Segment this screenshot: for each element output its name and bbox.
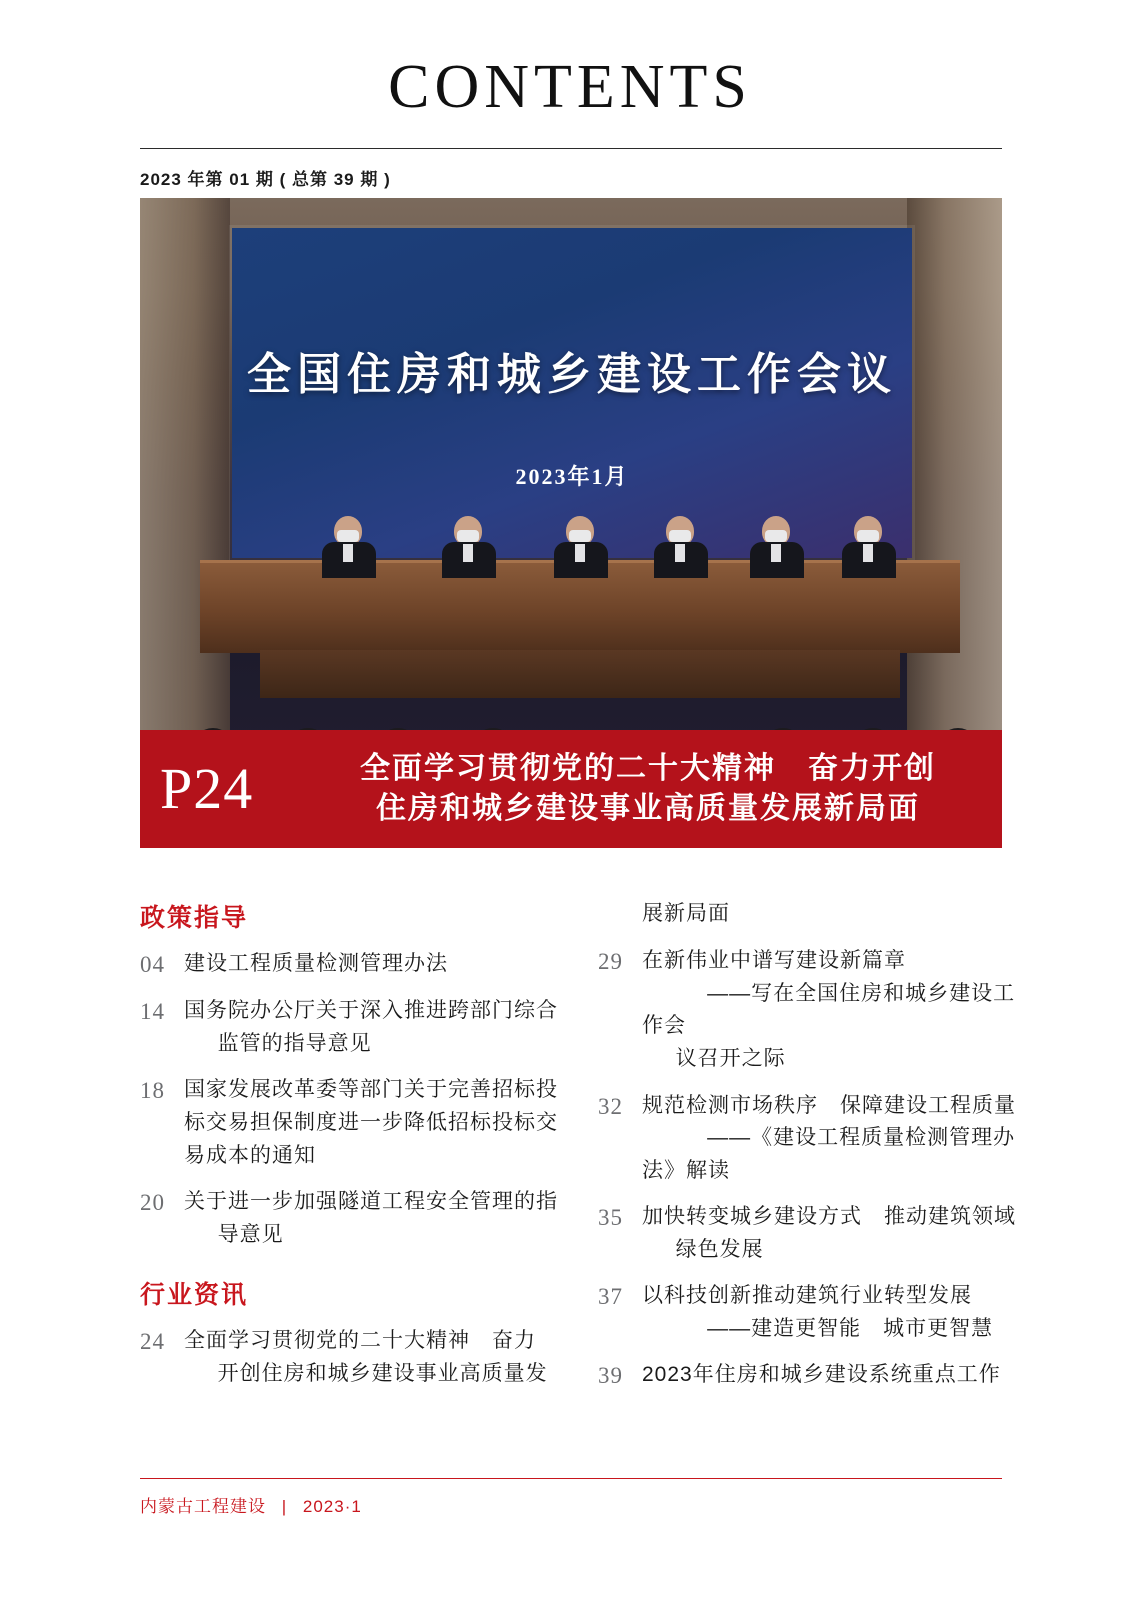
toc-line: 以科技创新推动建筑行业转型发展	[642, 1284, 972, 1308]
panelist	[840, 516, 898, 574]
face-mask-icon	[669, 530, 691, 542]
toc-line: 国务院办公厅关于深入推进跨部门综合	[184, 999, 558, 1023]
toc-entry-title	[184, 1325, 548, 1390]
toc-page-number: 20	[140, 1190, 165, 1216]
toc-line: 导意见	[217, 1222, 284, 1246]
face-mask-icon	[857, 530, 879, 542]
footer	[140, 1492, 362, 1517]
toc-line: 在新伟业中谱写建设新篇章	[642, 949, 906, 973]
toc-entry-title	[642, 1280, 993, 1345]
toc-entry[interactable]	[598, 945, 1018, 1075]
cover-banner	[140, 730, 1002, 848]
toc-page-number: 35	[598, 1205, 623, 1231]
toc-line: 展新局面	[642, 902, 730, 925]
toc-entry-continuation[interactable]	[598, 898, 1018, 931]
cover-banner-text	[310, 749, 1002, 830]
panelist-shirt	[343, 544, 353, 562]
toc-line: ——写在全国住房和城乡建设工作会	[642, 981, 1016, 1038]
masthead	[0, 53, 1140, 121]
page-title: CONTENTS	[388, 53, 752, 121]
toc-entry[interactable]	[598, 1090, 1018, 1188]
toc-entry-title	[184, 1186, 558, 1251]
toc-entry[interactable]	[598, 1280, 1018, 1345]
cover-banner-line-1: 全面学习贯彻党的二十大精神 奋力开创	[360, 751, 936, 785]
toc-line: 绿色发展	[675, 1237, 764, 1261]
screen-subtitle-text: 2023年1月	[515, 464, 629, 489]
face-mask-icon	[457, 530, 479, 542]
toc-entry[interactable]	[140, 995, 560, 1060]
toc-line: 建设工程质量检测管理办法	[184, 952, 448, 975]
issue-label: 2023 年第 01 期 ( 总第 39 期 )	[140, 170, 391, 189]
panelist-shirt	[771, 544, 781, 562]
panelist-shirt	[675, 544, 685, 562]
toc-page-number: 29	[598, 949, 623, 975]
toc-page-number: 39	[598, 1363, 623, 1389]
footer-issue: 2023·1	[302, 1497, 362, 1516]
toc-line: 规范检测市场秩序 保障建设工程质量	[642, 1093, 1016, 1117]
toc-page-number: 14	[140, 999, 165, 1025]
panelist-shirt	[575, 544, 585, 562]
toc-entry-title	[184, 948, 448, 981]
toc-line: ——建造更智能 城市更智慧	[707, 1316, 994, 1340]
toc-entry[interactable]	[140, 1186, 560, 1251]
panelist	[440, 516, 498, 574]
toc-line: 开创住房和城乡建设事业高质量发	[217, 1361, 548, 1385]
toc-line: 标交易担保制度进一步降低招标投标交	[184, 1110, 558, 1134]
toc-line: 全面学习贯彻党的二十大精神 奋力	[184, 1329, 536, 1353]
toc-entry[interactable]	[140, 1325, 560, 1390]
presentation-screen	[232, 228, 912, 558]
panelist-shirt	[863, 544, 873, 562]
panelist	[748, 516, 806, 574]
footer-separator: |	[281, 1497, 288, 1516]
toc-entry[interactable]	[598, 1201, 1018, 1266]
toc-line: 加快转变城乡建设方式 推动建筑领域	[642, 1205, 1016, 1229]
toc-column-left	[140, 898, 560, 1407]
toc-line: 监管的指导意见	[217, 1031, 372, 1055]
cover-page-number: P24	[160, 756, 254, 821]
toc-page-number: 04	[140, 952, 165, 977]
panelist	[652, 516, 710, 574]
panelist	[552, 516, 610, 574]
toc-page-number: 24	[140, 1329, 165, 1355]
toc-line: ——《建设工程质量检测管理办法》解读	[642, 1126, 1016, 1182]
face-mask-icon	[337, 530, 359, 542]
toc-page-number: 37	[598, 1284, 623, 1310]
face-mask-icon	[569, 530, 591, 542]
cover-photo	[140, 198, 1002, 848]
toc-entry-title	[642, 1090, 1018, 1188]
toc-section-policy-heading: 政策指导	[140, 904, 249, 932]
toc-line: 关于进一步加强隧道工程安全管理的指	[184, 1190, 558, 1214]
cover-banner-line-2: 住房和城乡建设事业高质量发展新局面	[376, 792, 920, 825]
toc-page-number: 32	[598, 1093, 623, 1119]
footer-divider	[140, 1478, 1002, 1479]
toc-entry-title	[642, 1201, 1016, 1266]
toc-line: 易成本的通知	[184, 1143, 316, 1167]
face-mask-icon	[765, 530, 787, 542]
toc-entry-title	[642, 945, 1018, 1075]
toc-entry-title	[642, 898, 730, 931]
toc-page-number: 18	[140, 1078, 165, 1104]
header-divider	[140, 148, 1002, 149]
toc-column-right	[598, 898, 1018, 1407]
toc-line: 国家发展改革委等部门关于完善招标投	[184, 1078, 558, 1102]
toc-entry-title	[184, 995, 558, 1060]
toc-entry[interactable]	[598, 1359, 1018, 1392]
toc-entry[interactable]	[140, 1074, 560, 1172]
toc-entry-title	[642, 1359, 1001, 1392]
toc-entry-title	[184, 1074, 560, 1172]
toc-line: 议召开之际	[675, 1046, 786, 1070]
toc-entry[interactable]	[140, 948, 560, 981]
panelist	[320, 516, 378, 574]
screen-title-text: 全国住房和城乡建设工作会议	[247, 350, 897, 399]
table-of-contents	[140, 898, 1020, 1407]
toc-line: 2023年住房和城乡建设系统重点工作	[642, 1363, 1001, 1387]
panelist-shirt	[463, 544, 473, 562]
footer-magazine-name: 内蒙古工程建设	[140, 1497, 266, 1516]
toc-section-industry-heading: 行业资讯	[140, 1281, 249, 1310]
